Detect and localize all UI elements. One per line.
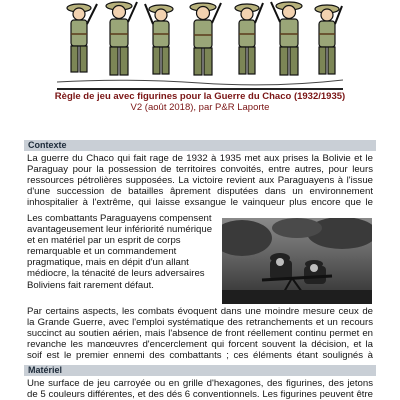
contexte-paragraph-2: Les combattants Paraguayens compensent avantageusement leur infériorité numérique et en matériel par un esprit de corps remarquable et un commandement pragmatique, mais en dépit d'un allant médiocre, la ténacité de leurs adversaires Boliviens fait rarement défaut. xyxy=(27,213,213,291)
marching-soldiers-illustration xyxy=(57,0,343,90)
section-heading-contexte: Contexte xyxy=(24,140,376,151)
document-subtitle: V2 (août 2018), par P&R Laporte xyxy=(130,102,270,113)
soldiers-photo xyxy=(222,218,372,304)
contexte-paragraph-3: Par certains aspects, les combats évoquent dans une moindre mesure ceux de la Grande Guerre, avec l'emploi systématique des retranchements et un recours succinct au soutien aérien, mais l'absence de front réellement continu permet en revanche les manœuvres d'encerclement qui forcent souvent la décision, et la soif est le premier ennemi des combattants ; ces éléments étant soulignés à xyxy=(27,306,373,362)
section-heading-materiel: Matériel xyxy=(24,365,376,376)
materiel-paragraph-1: Une surface de jeu carroyée ou en grille d'hexagones, des figurines, des jetons de 5 couleurs différentes, et des dés 6 conventionnels. Les figurines peuvent être xyxy=(27,378,373,400)
contexte-paragraph-1: La guerre du Chaco qui fait rage de 1932 à 1935 met aux prises la Bolivie et le Paraguay pour la possession de territoires convoités, entre autres, pour leurs ressources pétrolières supposées. La victoire revient aux Paraguayens à l'issue d'une succession de batailles âprement disputées dans un environnement inhospitalier à l'extrême, qui laisse exsangue le vainqueur plus encore que le xyxy=(27,153,373,209)
document-title: Règle de jeu avec figurines pour la Guerre du Chaco (1932/1935) xyxy=(54,91,346,102)
